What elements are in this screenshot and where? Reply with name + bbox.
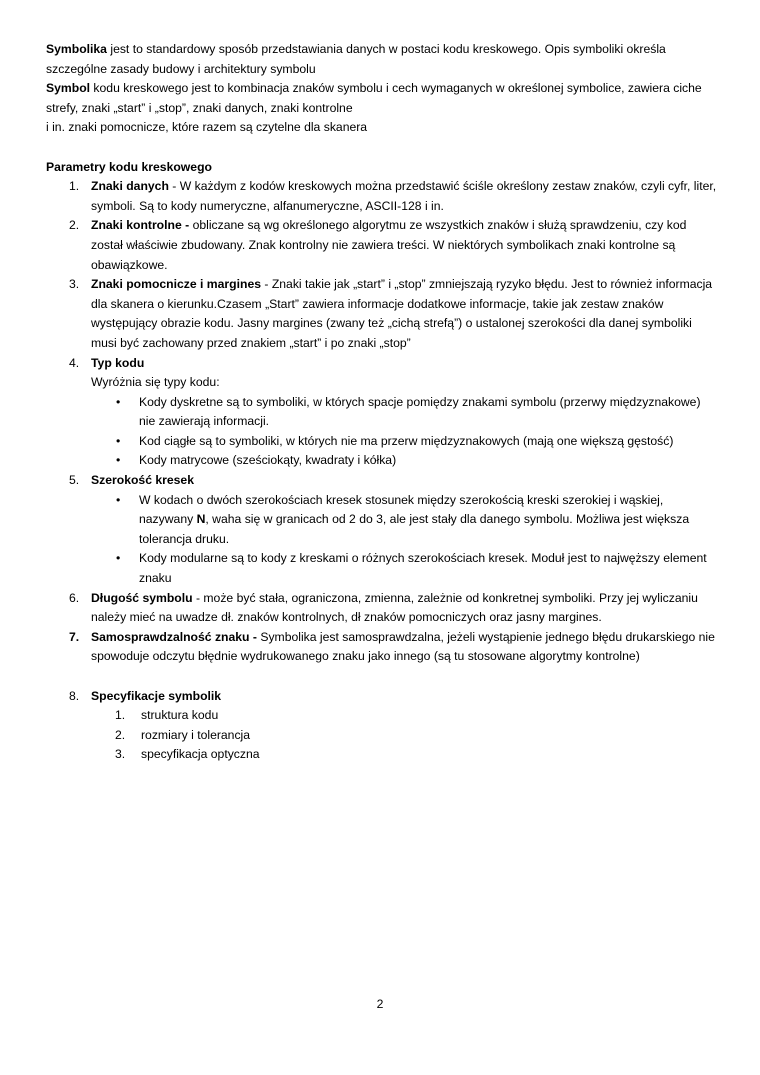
- item-intro: Wyróżnia się typy kodu:: [91, 375, 220, 390]
- bullet-item: • Kody modularne są to kody z kreskami o różnych szerokościach kresek. Moduł jest to najwęższy element znaku: [116, 551, 707, 586]
- sub-list-item: 2. rozmiary i tolerancja: [46, 726, 718, 746]
- bullet-item: • W kodach o dwóch szerokościach kresek stosunek między szerokością kreski szerokiej i wąskiej, nazywany N, waha się w granicach od 2 do 3, ale jest stały dla danego symbolu. Możliwa jest większa tolerancja druku.: [116, 492, 690, 546]
- item-term: Szerokość kresek: [91, 473, 194, 488]
- bullet-item: • Kody dyskretne są to symboliki, w których spacje pomiędzy znakami symbolu (przerwy międzyznakowe) nie zawierają informacji.: [116, 394, 701, 429]
- bullet-icon: •: [116, 433, 121, 448]
- paragraph-symbol: Symbol kodu kreskowego jest to kombinacja znaków symbolu i cech wymaganych w określonej symbolice, zawiera ciche strefy, znaki „start” i „stop”, znaki danych, znaki kontrolne: [46, 81, 702, 115]
- paragraph-symbol-continued: i in. znaki pomocnicze, które razem są czytelne dla skanera: [46, 120, 368, 135]
- item-term: Znaki kontrolne -: [91, 218, 193, 233]
- bullet-icon: •: [116, 492, 121, 507]
- bullet-icon: •: [116, 394, 121, 409]
- item-term: Samosprawdzalność znaku -: [91, 629, 261, 644]
- item-number: 1.: [69, 179, 80, 194]
- item-text: - W każdym z kodów kreskowych można przedstawić ściśle określony zestaw znaków, czyli cyfr, liter, symboli. Są to kody numeryczne, alfanumeryczne, ASCII-128 i in.: [91, 179, 717, 213]
- item-number: 8.: [69, 688, 80, 703]
- item-text: Symbolika jest samosprawdzalna, jeżeli wystąpienie jednego błędu drukarskiego nie spowoduje odczytu błędnie wydrukowanego znaku jako innego (są tu stosowane algorytmy kontrolne): [91, 629, 715, 664]
- sub-item-number: 3.: [115, 747, 126, 762]
- page-number: 2: [376, 997, 384, 1011]
- list-item: [46, 354, 718, 374]
- item-term: Długość symbolu: [91, 590, 193, 605]
- item-number: 7.: [69, 629, 80, 644]
- item-number: 3.: [69, 277, 80, 292]
- item-text: - może być stała, ograniczona, zmienna, zależnie od konkretnej symboliki. Przy jej wyliczaniu należy mieć na uwadze dł. znaków kontrolnych, dł znaków pomocniczych oraz jasny margines.: [91, 590, 698, 625]
- list-item: [46, 177, 718, 216]
- item-term: Specyfikacje symbolik: [91, 688, 222, 703]
- sub-item-number: 2.: [115, 727, 126, 742]
- item-number: 4.: [69, 355, 80, 370]
- term-symbol: Symbol: [46, 81, 91, 96]
- list-item: [46, 687, 718, 707]
- bullet-icon: •: [116, 453, 121, 468]
- paragraph-symbolika: Symbolika jest to standardowy sposób przedstawiania danych w postaci kodu kreskowego. Opis symboliki określa szczególne zasady budowy i architektury symbolu: [46, 42, 666, 76]
- bullet-item: • Kody matrycowe (sześciokąty, kwadraty i kółka): [46, 451, 718, 471]
- sub-item-number: 1.: [115, 708, 126, 723]
- list-item: [46, 589, 718, 628]
- item-number: 2.: [69, 218, 80, 233]
- item-number: 5.: [69, 473, 80, 488]
- term-symbolika: Symbolika: [46, 42, 107, 56]
- section-title: Parametry kodu kreskowego: [46, 159, 212, 174]
- item-number: 6.: [69, 590, 80, 605]
- bullet-item: • Kod ciągłe są to symboliki, w których nie ma przerw międzyznakowych (mają one większą gęstość): [46, 432, 718, 452]
- list-item: [46, 216, 718, 275]
- list-item: [46, 628, 718, 667]
- item-text: obliczane są wg określonego algorytmu ze wszystkich znaków i służą sprawdzeniu, czy kod został właściwie zbudowany. Znak kontrolny nie zawiera treści. W niektórych symbolikach znaki kontrolne są obawiązkowe.: [91, 218, 687, 272]
- list-item: [46, 471, 718, 491]
- item-term: Typ kodu: [91, 355, 145, 370]
- document-page: [46, 40, 718, 765]
- item-text: - Znaki takie jak „start” i „stop” zmniejszają ryzyko błędu. Jest to również informacja dla skanera o kierunku.Czasem „Start” zawiera informacje dodatkowe informacje, takie jak zestaw znaków występujący obrazie kodu. Jasny margines (zwany też „cichą strefą”) o ustalonej szerokości dla danej symboliki musi być zachowany przed znakiem „start” i po znaki „stop”: [91, 277, 713, 350]
- sub-list-item: 1. struktura kodu: [46, 706, 718, 726]
- bullet-icon: •: [116, 551, 121, 566]
- sub-list-item: 3. specyfikacja optyczna: [46, 745, 718, 765]
- item-term: Znaki danych: [91, 179, 169, 194]
- list-item: [46, 275, 718, 353]
- item-term: Znaki pomocnicze i margines: [91, 277, 261, 292]
